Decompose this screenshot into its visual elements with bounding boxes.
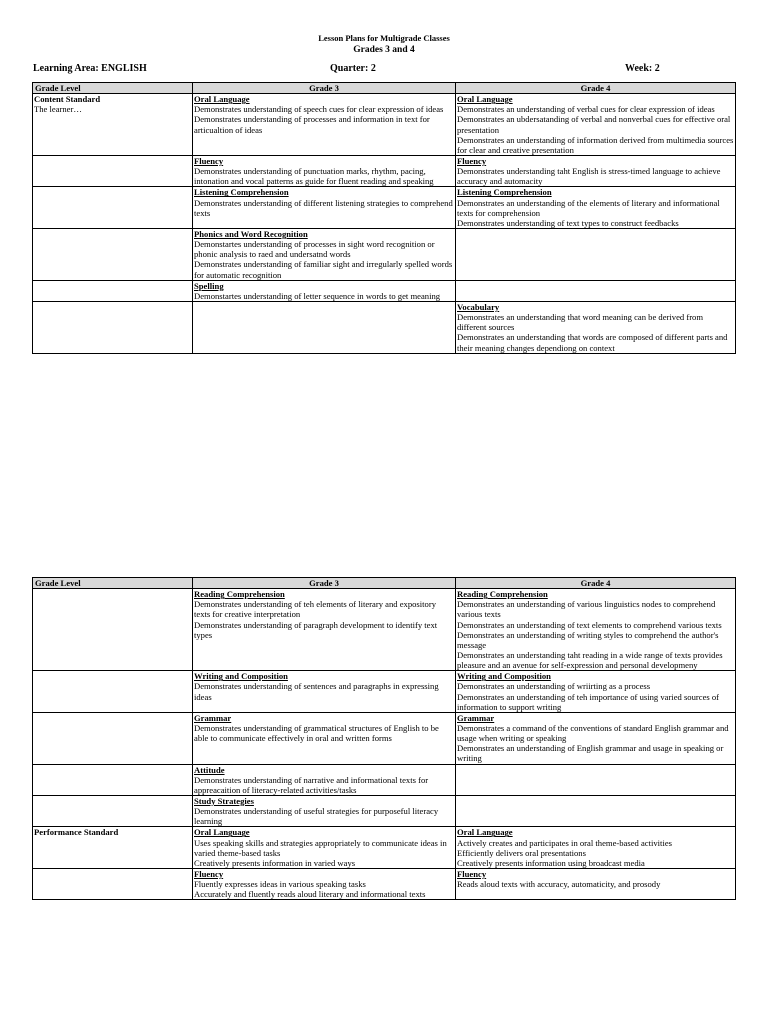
grade-3-cell [193,280,456,301]
grade-3-cell [193,827,456,869]
standard-text: Demonstrates understanding of paragraph development to identify text types [194,619,438,640]
section-heading: Phonics and Word Recognition [194,228,308,239]
table-row [33,94,736,156]
table-header-row [33,83,736,94]
grade-3-cell [193,94,456,156]
grade-4-cell [456,94,736,156]
grade-level-cell [33,228,193,280]
grade-3-cell [193,187,456,229]
standard-text: Accurately and fluently reads aloud literary and informational texts [194,889,426,900]
standard-text: Demonstrates understanding of teh elements of literary and expository texts for creative interpretation [194,599,436,620]
standard-text: Demonstartes understanding of letter sequence in words to get meaning [194,290,441,301]
grade-4-cell [456,712,736,764]
column-header-grade-3: Grade 3 [193,578,456,589]
grade-level-label: Performance Standard [34,827,119,838]
grade-4-cell [456,764,736,795]
grade-4-cell [456,301,736,353]
standard-text: Demonstrates understanding of narrative and informational texts for appreacaition of literacy-related activities/tasks [194,774,429,795]
standard-text: Demonstrates understanding of grammatical structures of English to be able to communicate effectively in oral and written forms [194,722,439,744]
grade-4-cell [456,187,736,229]
standard-text: Creatively presents information in varied ways [194,857,356,868]
grade-level-cell [33,764,193,795]
section-heading: Fluency [194,868,224,879]
table-row [33,187,736,229]
column-header-grade-3: Grade 3 [193,83,456,94]
section-heading: Writing and Composition [194,671,288,682]
standard-text: Demonstrates an understanding of text elements to comprehend various texts [457,619,722,630]
standard-text: Demonstrates understanding of text types to construct feedbacks [457,217,679,228]
standard-text: Demonstrates an understanding of teh importance of using varied sources of information to support writing [457,691,720,712]
grade-3-cell [193,671,456,713]
table-row [33,712,736,764]
section-heading: Vocabulary [457,301,500,312]
standard-text: Demonstrates an understanding of information derived from multimedia sources for clear and creative presentation [457,134,734,155]
section-heading: Oral Language [457,94,513,105]
standard-text: Demonstrates an understanding that words are composed of different parts and their meaning changes dependiong on context [457,332,728,353]
section-heading: Fluency [457,155,487,166]
standard-text: Actively creates and participates in oral theme-based activities [457,837,672,848]
grade-3-cell [193,589,456,671]
week: Week: 2 [625,63,660,74]
column-header-grade-level: Grade Level [33,578,193,589]
grade-3-cell [193,155,456,186]
section-heading: Oral Language [194,827,250,838]
grade-4-cell [456,671,736,713]
standard-text: Demonstrates an understanding of writing styles to comprehend the author's message [457,629,719,650]
grade-3-cell [193,868,456,899]
content-standard-table-part1 [32,82,736,354]
grade-level-cell [33,712,193,764]
section-heading: Reading Comprehension [457,589,548,600]
table-row [33,827,736,869]
table-row [33,589,736,671]
standard-text: Demonstrates understanding of different listening strategies to comprehend texts [194,197,453,218]
learning-area: Learning Area: ENGLISH [33,63,147,74]
grade-4-cell [456,155,736,186]
grade-3-cell [193,228,456,280]
section-heading: Grammar [194,712,232,723]
table-row [33,795,736,826]
grade-3-cell [193,764,456,795]
section-heading: Listening Comprehension [194,187,289,198]
section-heading: Listening Comprehension [457,187,552,198]
grade-level-cell [33,187,193,229]
grade-3-cell [193,795,456,826]
standard-text: Demonstrates an ubdersatanding of verbal and nonverbal cues for effective oral presentation [457,114,731,135]
grade-4-cell [456,868,736,899]
section-heading: Oral Language [457,827,513,838]
section-heading: Fluency [194,155,224,166]
grade-4-cell [456,827,736,869]
table-row [33,155,736,186]
grade-4-cell [456,228,736,280]
grade-4-cell [456,795,736,826]
standard-text: Demonstrates an understanding of English grammar and usage in speaking or writing [457,743,724,764]
standard-text: Efficiently delivers oral presentations [457,847,586,858]
grade-level-cell [33,280,193,301]
grade-level-label: Content Standard [34,94,101,105]
standard-text: Demonstartes understanding of processes in sight word recognition or phonic analysis to raed and undersatnd words [194,239,435,260]
standard-text: Demonstrates an understanding of wriirting as a process [457,681,651,692]
grade-level-cell [33,589,193,671]
standard-text: Demonstrates an understanding of verbal cues for clear expression of ideas [457,104,715,115]
grade-4-cell [456,280,736,301]
standard-text: Demonstrates understanding of processes and information in text for articualtion of ideas [194,114,430,135]
standard-text: Demonstrates understanding of familiar sight and irregularly spelled words for automatic recognition [194,259,453,280]
grade-level-cell [33,301,193,353]
standard-text: Demonstrates understanding of punctuation marks, rhythm, pacing, intonation and vocal patterns as guide for fluent reading and speaking [194,166,434,187]
document-subtitle: Grades 3 and 4 [353,45,415,55]
table-header-row [33,578,736,589]
standard-text: Demonstrates understanding of useful strategies for purposeful literacy learning [194,806,439,827]
grade-level-cell [33,795,193,826]
standard-text: Demonstrates understanding of speech cues for clear expression of ideas [194,104,444,115]
table-row [33,280,736,301]
section-heading: Reading Comprehension [194,589,285,600]
section-heading: Attitude [194,764,225,775]
grade-3-cell [193,301,456,353]
standard-text: Demonstrates an understanding that word meaning can be derived from different sources [457,312,704,333]
standard-text: Uses speaking skills and strategies appropriately to communicate ideas in varied theme-based tasks [194,837,447,858]
standard-text: Demonstrates understanding of sentences and paragraphs in expressing ideas [194,681,439,702]
table-row [33,671,736,713]
document-title: Lesson Plans for Multigrade Classes [318,33,450,43]
table-row [33,764,736,795]
section-heading: Spelling [194,280,224,291]
standard-text: Demonstrates an understanding taht reading in a wide range of texts provides pleasure and an avenue for self-expression and personal developmeny [457,649,723,671]
column-header-grade-level: Grade Level [33,83,193,94]
table-row [33,301,736,353]
standard-text: Demonstrates an understanding of various linguistics nodes to comprehend various texts [457,599,716,620]
column-header-grade-4: Grade 4 [456,83,736,94]
column-header-grade-4: Grade 4 [456,578,736,589]
grade-level-cell [33,155,193,186]
standard-text: Demonstrates an understanding of the elements of literary and informational texts for comprehension [457,197,720,218]
standard-text: Demonstrates a command of the conventions of standard English grammar and usage when writing or speaking [457,722,729,744]
grade-3-cell [193,712,456,764]
grade-level-sublabel: The learner… [34,104,82,115]
grade-level-cell [33,868,193,899]
content-standard-table-part2 [32,577,736,900]
grade-level-cell [33,671,193,713]
standard-text: Demonstrates understanding taht English is stress-timed language to achieve accuracy and automacity [457,166,721,187]
section-heading: Oral Language [194,94,250,105]
section-heading: Fluency [457,868,487,879]
standard-text: Fluently expresses ideas in various speaking tasks [194,879,366,890]
quarter: Quarter: 2 [330,63,376,74]
section-heading: Writing and Composition [457,671,551,682]
standard-text: Creatively presents information using broadcast media [457,857,645,868]
standard-text: Reads aloud texts with accuracy, automaticity, and prosody [457,879,661,890]
grade-4-cell [456,589,736,671]
table-row [33,868,736,899]
grade-level-cell [33,94,193,156]
section-heading: Grammar [457,712,495,723]
table-row [33,228,736,280]
section-heading: Study Strategies [194,795,254,806]
grade-level-cell [33,827,193,869]
